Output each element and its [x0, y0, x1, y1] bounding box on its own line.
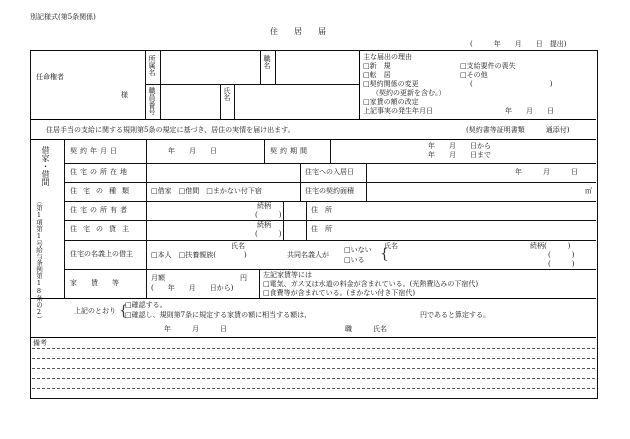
owner-address-label: 住 所: [311, 206, 332, 214]
lender-zokugara-label: 続柄: [257, 221, 271, 229]
borrower-label: 住宅の名義上の借主: [70, 250, 133, 258]
rent-note-utilities[interactable]: □電気、ガス又は水道の料金が含まれている。(光熱費込みの下宿代): [263, 280, 479, 288]
joint-exists[interactable]: □いる: [344, 256, 365, 264]
joint-zokugara-3[interactable]: ( ): [548, 260, 575, 268]
contract-date-label: 契約年月日: [70, 147, 120, 155]
lender-label: 住宅の貸主: [70, 225, 135, 233]
notice-text: 住居手当の支給に関する規則第5条の規定に基づき、居住の実情を届け出ます。: [46, 126, 295, 134]
joint-zokugara-2[interactable]: ( ): [548, 251, 575, 259]
reason-rent-revision[interactable]: □家賃の額の改定: [363, 98, 419, 106]
location-label: 住宅の所在地: [70, 168, 130, 176]
borrower-name-label: 氏名: [231, 242, 245, 250]
area-unit: ㎡: [585, 187, 592, 195]
rent-label: 家 賃 等: [70, 279, 119, 287]
attachment-count: (契約書等証明書類 通添付): [466, 126, 570, 134]
appointer-label: 任命権者: [36, 73, 64, 81]
borrower-options[interactable]: □本人 □扶養親族( ): [151, 251, 247, 259]
confirm-lead: 上記のとおり: [74, 307, 116, 315]
side-article-label: （第1項第1号給与条例第18条の2）: [35, 198, 43, 323]
notes-label: 備考: [33, 339, 47, 347]
reason-other-field[interactable]: ( ): [470, 80, 553, 88]
rent-note-title: 左記家賃等には: [263, 271, 312, 279]
period-to-field[interactable]: 年 月 日まで: [428, 151, 491, 159]
contract-date-field[interactable]: 年 月 日: [168, 147, 217, 155]
submit-date: ( 年 月 日 提出): [470, 40, 567, 48]
form-title: 住 居 届: [270, 27, 326, 36]
kind-options[interactable]: □借家 □借間 □まかない付下宿: [151, 187, 262, 195]
owner-label: 住宅の所有者: [70, 206, 130, 214]
confirm-date-field[interactable]: 年 月 日: [164, 325, 227, 333]
sama-label: 様: [121, 91, 128, 99]
confirm-staff-name[interactable]: 職 氏名: [345, 325, 387, 333]
owner-zokugara-field[interactable]: ( ): [255, 211, 282, 219]
monthly-label: 月額: [151, 274, 165, 282]
reason-contract-change[interactable]: □契約関係の変更: [363, 80, 419, 88]
joint-zokugara-1[interactable]: 続柄( ): [530, 242, 571, 250]
reason-contract-note: （契約の更新を含む。）: [372, 89, 446, 97]
area-label: 住宅の契約面積: [305, 187, 354, 195]
name-label: 氏名: [223, 87, 231, 101]
post-label: 職名: [263, 55, 271, 69]
notes-line[interactable]: [32, 358, 595, 359]
joint-label: 共同名義人が: [287, 251, 329, 259]
joint-brace-open: {: [380, 246, 389, 262]
reason-lost-eligibility[interactable]: □支給要件の喪失: [460, 62, 516, 70]
movein-label: 住宅への入居日: [305, 168, 354, 176]
joint-none[interactable]: □いない: [344, 246, 372, 254]
staff-number-label: 職員番号: [148, 87, 156, 115]
notes-line[interactable]: [32, 378, 595, 379]
contract-period-label: 契約期間: [270, 147, 310, 155]
monthly-from-field[interactable]: ( 年 月 日から): [151, 284, 234, 292]
reason-new[interactable]: □新 規: [363, 62, 391, 70]
occurrence-date-field[interactable]: 年 月 日: [505, 107, 554, 115]
confirm-option-2[interactable]: □確認し、規則第7条に規定する家賃の額に相当する額は、: [125, 311, 312, 319]
lender-zokugara-field[interactable]: ( ): [255, 230, 282, 238]
owner-zokugara-label: 続柄: [257, 202, 271, 210]
lender-address-label: 住 所: [311, 225, 332, 233]
confirm-option-1[interactable]: □確認する。: [125, 301, 167, 309]
rent-note-meals[interactable]: □食費等が含まれている。(まかない付き下宿代): [263, 289, 416, 297]
notes-line[interactable]: [32, 348, 595, 349]
reason-title: 主な届出の理由: [363, 53, 412, 61]
dept-label: 所属名: [148, 55, 156, 76]
kind-label: 住宅の種類: [70, 187, 135, 195]
side-rent-label: 借家・借間: [41, 146, 50, 186]
confirm-amount-tail: 円であると算定する。: [420, 311, 490, 319]
confirm-brace: {: [119, 303, 128, 319]
notes-line[interactable]: [32, 368, 595, 369]
form-number: 別記様式(第5条関係): [30, 13, 96, 21]
movein-date-field[interactable]: 年 月 日: [515, 168, 578, 176]
occurrence-date-label: 上記事実の発生年月日: [363, 107, 433, 115]
reason-other[interactable]: □その他: [460, 71, 488, 79]
reason-move[interactable]: □転 居: [363, 71, 391, 79]
yen-label: 円: [240, 274, 247, 282]
period-from-field[interactable]: 年 月 日から: [428, 142, 491, 150]
joint-name-label: 氏名: [384, 242, 398, 250]
notes-line[interactable]: [32, 388, 595, 389]
